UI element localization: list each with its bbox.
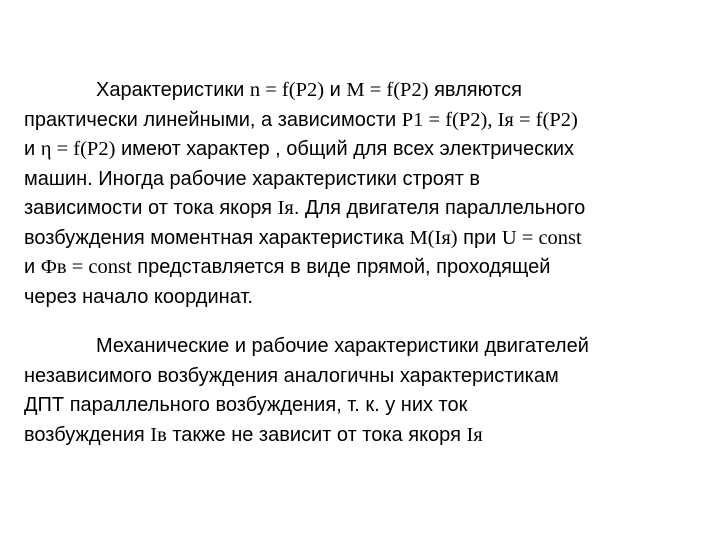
text-line	[24, 106, 704, 136]
body-text: . Для двигателя параллельного	[293, 197, 586, 219]
body-text: возбуждения моментная характеристика	[24, 226, 410, 249]
text-line	[24, 135, 704, 165]
text-line	[24, 253, 704, 283]
formula-text: Iя	[277, 197, 294, 219]
text-line	[24, 421, 704, 451]
body-text: машин. Иногда рабочие характеристики строят в	[24, 167, 481, 190]
formula-text: M = f(P2)	[346, 79, 429, 101]
formula-text: Iя	[466, 423, 483, 446]
body-text: имеют характер , общий для всех электрических	[115, 138, 575, 160]
text-line	[24, 194, 704, 224]
body-text: и	[24, 138, 41, 160]
text-line	[24, 332, 704, 362]
body-text: и	[324, 79, 347, 101]
body-text: через начало координат.	[24, 285, 253, 308]
body-text: при	[457, 226, 502, 249]
formula-text: M(Iя)	[409, 226, 458, 249]
paragraph-independent-excitation	[24, 332, 704, 450]
text-line	[24, 362, 704, 392]
text-line	[24, 165, 704, 195]
body-text: представляется в виде прямой, проходящей	[131, 256, 551, 278]
paragraph-characteristics	[24, 76, 704, 312]
body-text: Механические и рабочие характеристики двигателей	[96, 335, 589, 357]
text-line	[24, 391, 704, 421]
formula-text: Iв	[150, 423, 167, 446]
body-text: независимого возбуждения аналогичны характеристикам	[24, 364, 559, 387]
formula-text: Фв = const	[40, 256, 132, 278]
formula-text: η = f(P2)	[40, 138, 116, 160]
formula-text: P1 = f(P2), Iя = f(P2)	[401, 108, 578, 131]
text-line	[24, 76, 704, 106]
formula-text: n = f(P2)	[249, 79, 325, 101]
body-text: Характеристики	[96, 79, 250, 101]
body-text: практически линейными, а зависимости	[24, 108, 402, 131]
body-text: ДПТ параллельного возбуждения, т. к. у них ток	[24, 394, 468, 416]
text-line	[24, 224, 704, 254]
body-text: и	[24, 256, 41, 278]
body-text: возбуждения	[24, 423, 151, 446]
text-line	[24, 283, 704, 313]
body-text: зависимости от тока якоря	[24, 197, 278, 219]
body-text: являются	[428, 79, 522, 101]
formula-text: U = const	[501, 226, 582, 249]
body-text: также не зависит от тока якоря	[166, 423, 467, 446]
